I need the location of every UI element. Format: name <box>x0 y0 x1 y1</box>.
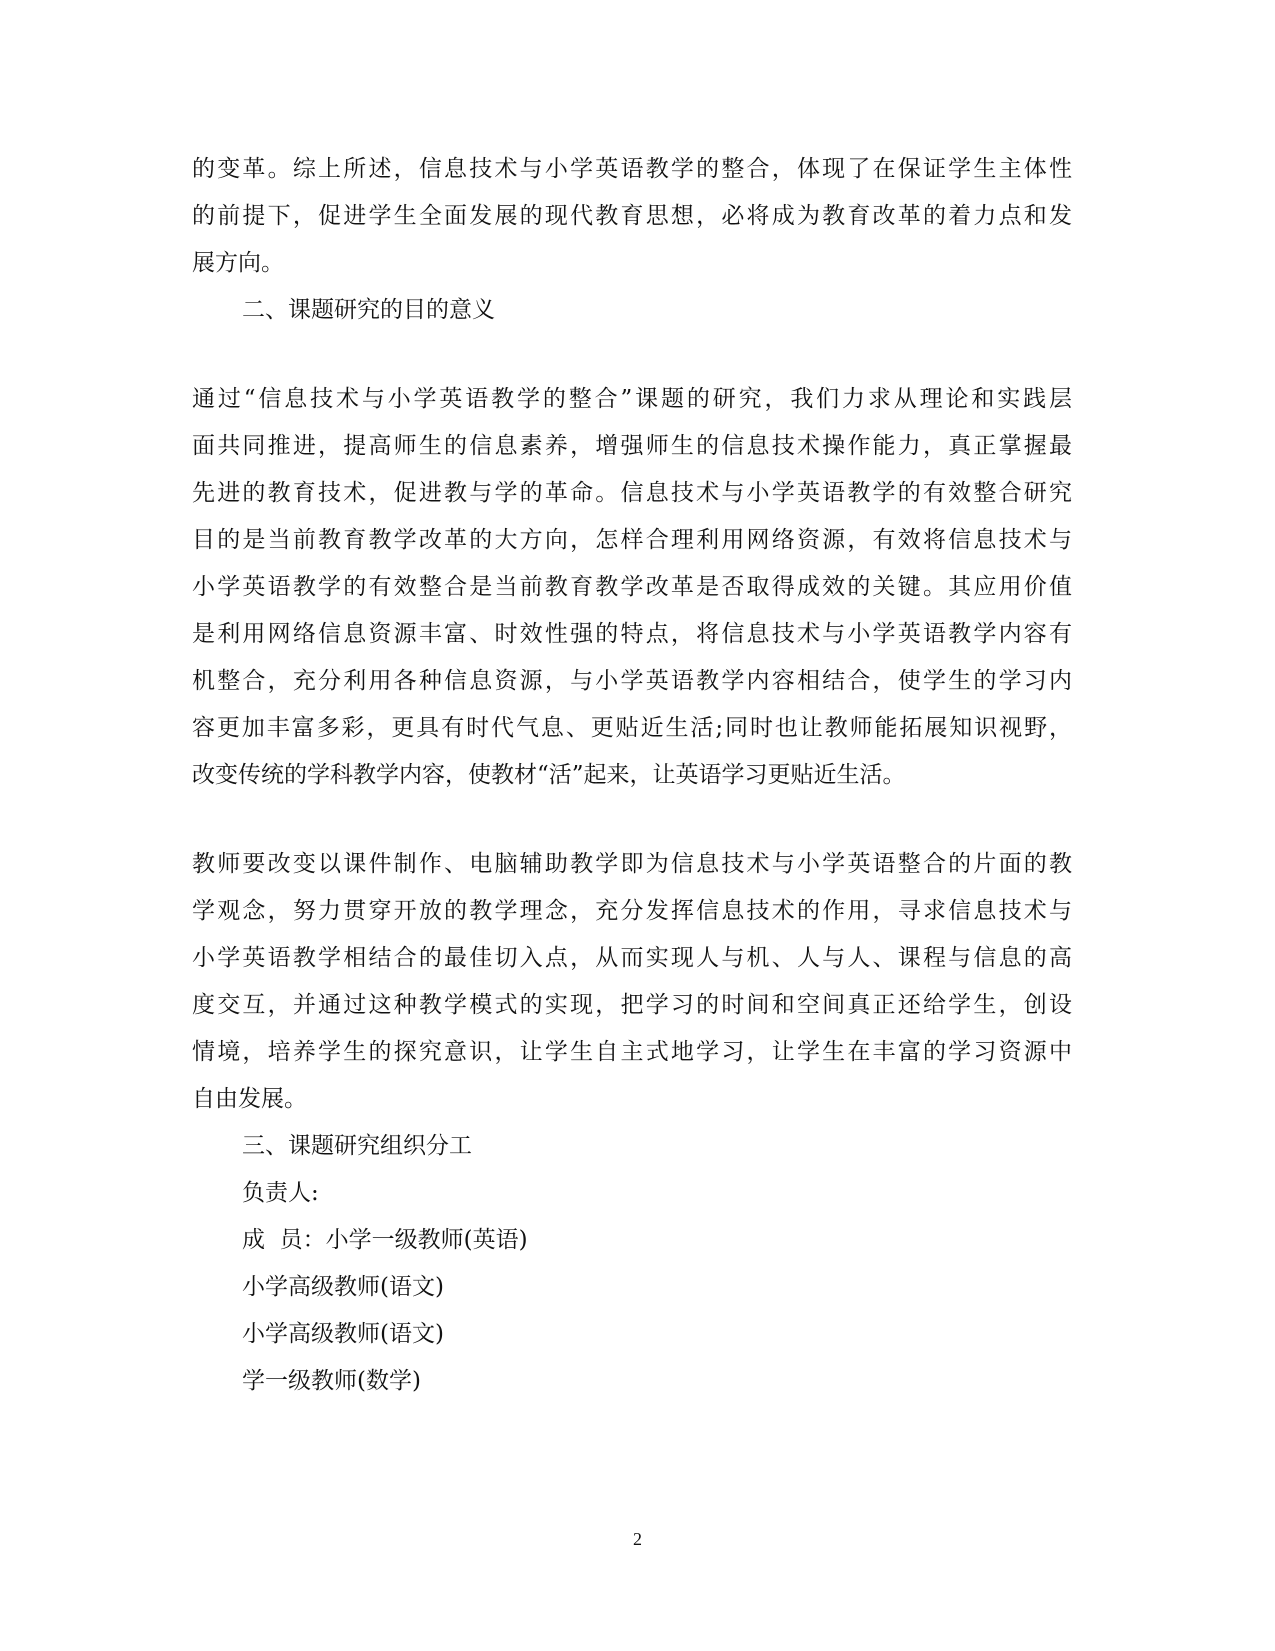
paragraph-line: 面共同推进，提高师生的信息素养，增强师生的信息技术操作能力，真正掌握最 <box>192 433 1072 459</box>
paragraph-line: 情境，培养学生的探究意识，让学生自主式地学习，让学生在丰富的学习资源中 <box>192 1039 1072 1065</box>
section-heading: 三、课题研究组织分工 <box>242 1133 472 1159</box>
paragraph-line: 通过“信息技术与小学英语教学的整合”课题的研究，我们力求从理论和实践层 <box>192 386 1072 412</box>
paragraph-line: 的变革。综上所述，信息技术与小学英语教学的整合，体现了在保证学生主体性 <box>192 156 1072 182</box>
paragraph-line: 学观念，努力贯穿开放的教学理念，充分发挥信息技术的作用，寻求信息技术与 <box>192 898 1072 924</box>
member-line: 成 员：小学一级教师(英语) <box>242 1227 528 1253</box>
paragraph-line: 改变传统的学科教学内容，使教材“活”起来，让英语学习更贴近生活。 <box>192 762 906 788</box>
member-line: 小学高级教师(语文) <box>242 1274 444 1300</box>
section-heading: 二、课题研究的目的意义 <box>242 297 495 323</box>
paragraph-line: 目的是当前教育教学改革的大方向，怎样合理利用网络资源，有效将信息技术与 <box>192 527 1072 553</box>
leader-label: 负责人: <box>242 1180 319 1206</box>
paragraph-line: 自由发展。 <box>192 1086 307 1112</box>
paragraph-line: 小学英语教学相结合的最佳切入点，从而实现人与机、人与人、课程与信息的高 <box>192 945 1072 971</box>
paragraph-line: 小学英语教学的有效整合是当前教育教学改革是否取得成效的关键。其应用价值 <box>192 574 1072 600</box>
paragraph-line: 先进的教育技术，促进教与学的革命。信息技术与小学英语教学的有效整合研究 <box>192 480 1072 506</box>
paragraph-line: 容更加丰富多彩，更具有时代气息、更贴近生活;同时也让教师能拓展知识视野， <box>192 715 1072 741</box>
paragraph-line: 教师要改变以课件制作、电脑辅助教学即为信息技术与小学英语整合的片面的教 <box>192 851 1072 877</box>
paragraph-line: 度交互，并通过这种教学模式的实现，把学习的时间和空间真正还给学生，创设 <box>192 992 1072 1018</box>
page-number: 2 <box>633 1529 642 1549</box>
paragraph-line: 机整合，充分利用各种信息资源，与小学英语教学内容相结合，使学生的学习内 <box>192 668 1072 694</box>
member-line: 小学高级教师(语文) <box>242 1321 444 1347</box>
paragraph-line: 的前提下，促进学生全面发展的现代教育思想，必将成为教育改革的着力点和发 <box>192 203 1072 229</box>
paragraph-line: 展方向。 <box>192 250 284 276</box>
member-line: 学一级教师(数学) <box>242 1368 421 1394</box>
paragraph-line: 是利用网络信息资源丰富、时效性强的特点，将信息技术与小学英语教学内容有 <box>192 621 1072 647</box>
